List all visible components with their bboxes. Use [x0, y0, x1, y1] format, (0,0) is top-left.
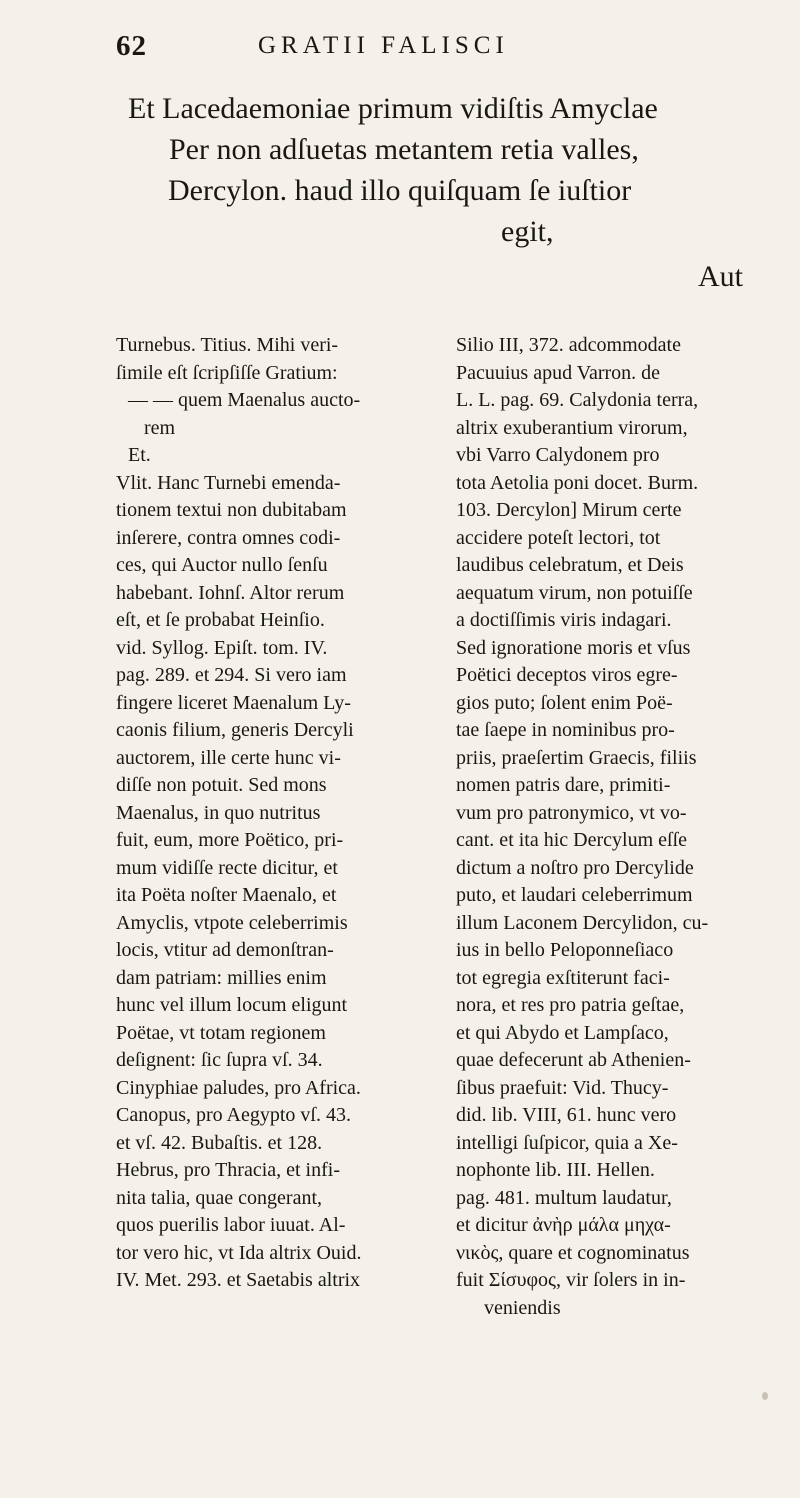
- commentary-line: cant. et ita hic Dercylum eſſe: [456, 829, 688, 851]
- commentary-line: eſt, et ſe probabat Heinſio.: [116, 609, 325, 631]
- commentary-line: locis, vtitur ad demonſtran-: [116, 939, 334, 961]
- commentary-line: puto, et laudari celeberrimum: [456, 884, 693, 906]
- catchword: Aut: [698, 260, 743, 293]
- commentary-line: et vſ. 42. Bubaſtis. et 128.: [116, 1131, 323, 1154]
- commentary-line: did. lib. VIII, 61. hunc vero: [456, 1104, 677, 1126]
- verse-line: Per non adſuetas metantem retia valles,: [169, 133, 639, 166]
- commentary-line: Poëtae, vt totam regionem: [116, 1021, 326, 1044]
- commentary-line: gios puto; ſolent enim Poë-: [456, 691, 673, 714]
- commentary-line: ita Poëta noſter Maenalo, et: [116, 884, 337, 906]
- commentary-line: Turnebus. Titius. Mihi veri-: [116, 334, 339, 356]
- commentary-line: fuit Σίσυφος, vir ſolers in in-: [456, 1269, 686, 1291]
- commentary-line: vbi Varro Calydonem pro: [456, 444, 660, 466]
- commentary-line: dam patriam: millies enim: [116, 966, 327, 989]
- commentary-line: veniendis: [484, 1296, 561, 1319]
- commentary-line: et qui Abydo et Lampſaco,: [456, 1021, 669, 1044]
- commentary-line: caonis filium, generis Dercyli: [116, 719, 354, 741]
- commentary-line: Et.: [128, 444, 151, 466]
- commentary-line: nita talia, quae congerant,: [116, 1186, 323, 1209]
- commentary-line: — — quem Maenalus aucto-: [128, 389, 361, 411]
- commentary-line: nophonte lib. III. Hellen.: [456, 1159, 655, 1181]
- commentary-line: ius in bello Peloponneſiaco: [456, 939, 674, 961]
- commentary-line: Silio III, 372. adcommodate: [456, 334, 681, 356]
- commentary-line: tot egregia exſtiterunt faci-: [456, 966, 670, 989]
- commentary-line: tae ſaepe in nominibus pro-: [456, 719, 675, 741]
- commentary-line: Amyclis, vtpote celeberrimis: [116, 911, 348, 934]
- commentary-line: diſſe non potuit. Sed mons: [116, 774, 327, 796]
- verse-line: egit,: [501, 215, 554, 248]
- commentary-line: Sed ignoratione moris et vſus: [456, 636, 691, 659]
- commentary-line: fuit, eum, more Poëtico, pri-: [116, 829, 344, 851]
- verse-line: Dercylon. haud illo quiſquam ſe iuſtior: [168, 174, 632, 207]
- commentary-line: hunc vel illum locum eligunt: [116, 994, 348, 1016]
- commentary-line: pag. 289. et 294. Si vero iam: [116, 664, 347, 686]
- commentary-line: a doctiſſimis viris indagari.: [456, 609, 672, 631]
- commentary-line: Maenalus, in quo nutritus: [116, 801, 321, 824]
- commentary-line: et dicitur ἀνὴρ μάλα μηχα-: [456, 1214, 671, 1236]
- commentary-line: 103. Dercylon] Mirum certe: [456, 499, 682, 521]
- commentary-line: tota Aetolia poni docet. Burm.: [456, 471, 699, 494]
- commentary-line: vum pro patronymico, vt vo-: [456, 801, 687, 824]
- running-head: GRATII FALISCI: [258, 32, 509, 59]
- commentary-line: Hebrus, pro Thracia, et infi-: [116, 1159, 340, 1181]
- commentary-line: accidere poteſt lectori, tot: [456, 526, 661, 549]
- commentary-line: tor vero hic, vt Ida altrix Ouid.: [116, 1241, 362, 1264]
- commentary-line: habebant. Iohnſ. Altor rerum: [116, 581, 345, 604]
- commentary-line: ces, qui Auctor nullo ſenſu: [116, 554, 328, 576]
- commentary-line: IV. Met. 293. et Saetabis altrix: [116, 1269, 361, 1291]
- commentary-right-column: [456, 332, 778, 1322]
- commentary-line: vid. Syllog. Epiſt. tom. IV.: [116, 636, 328, 659]
- commentary-line: Vlit. Hanc Turnebi emenda-: [116, 471, 341, 494]
- commentary-line: illum Laconem Dercylidon, cu-: [456, 911, 709, 934]
- commentary-line: laudibus celebratum, et Deis: [456, 554, 684, 576]
- commentary-line: rem: [144, 416, 176, 439]
- page-number: 62: [116, 30, 147, 62]
- commentary-line: priis, praeſertim Graecis, filiis: [456, 746, 697, 769]
- commentary-line: quae defecerunt ab Athenien-: [456, 1049, 691, 1071]
- commentary-line: intelligi ſuſpicor, quia a Xe-: [456, 1131, 678, 1154]
- commentary-line: fingere liceret Maenalum Ly-: [116, 691, 351, 714]
- commentary-line: Cinyphiae paludes, pro Africa.: [116, 1076, 361, 1099]
- commentary-line: quos puerilis labor iuuat. Al-: [116, 1214, 346, 1236]
- commentary-line: L. L. pag. 69. Calydonia terra,: [456, 389, 699, 411]
- commentary-line: deſignent: ſic ſupra vſ. 34.: [116, 1049, 323, 1071]
- commentary-line: νικὸς, quare et cognominatus: [456, 1241, 690, 1264]
- commentary-line: tionem textui non dubitabam: [116, 499, 347, 521]
- commentary-line: inſerere, contra omnes codi-: [116, 526, 341, 549]
- commentary-line: nora, et res pro patria geſtae,: [456, 994, 685, 1016]
- page-header: [116, 30, 760, 70]
- commentary-line: aequatum virum, non potuiſſe: [456, 581, 693, 604]
- commentary-line: pag. 481. multum laudatur,: [456, 1186, 672, 1209]
- commentary-line: mum vidiſſe recte dicitur, et: [116, 856, 338, 879]
- commentary-line: ſimile eſt ſcripſiſſe Gratium:: [116, 361, 338, 384]
- commentary-line: Pacuuius apud Varron. de: [456, 361, 661, 384]
- ink-smudge: [762, 1392, 768, 1400]
- commentary-line: ſibus praefuit: Vid. Thucy-: [456, 1076, 669, 1099]
- poem-verses: [128, 88, 768, 252]
- commentary-line: dictum a noſtro pro Dercylide: [456, 856, 694, 879]
- commentary-line: altrix exuberantium virorum,: [456, 416, 688, 439]
- commentary-line: Poëtici deceptos viros egre-: [456, 664, 678, 686]
- commentary-line: Canopus, pro Aegypto vſ. 43.: [116, 1104, 351, 1126]
- commentary-line: nomen patris dare, primiti-: [456, 774, 671, 796]
- verse-line: Et Lacedaemoniae primum vidiſtis Amyclae: [128, 92, 658, 125]
- commentary-line: auctorem, ille certe hunc vi-: [116, 746, 341, 769]
- commentary-left-column: [116, 332, 438, 1295]
